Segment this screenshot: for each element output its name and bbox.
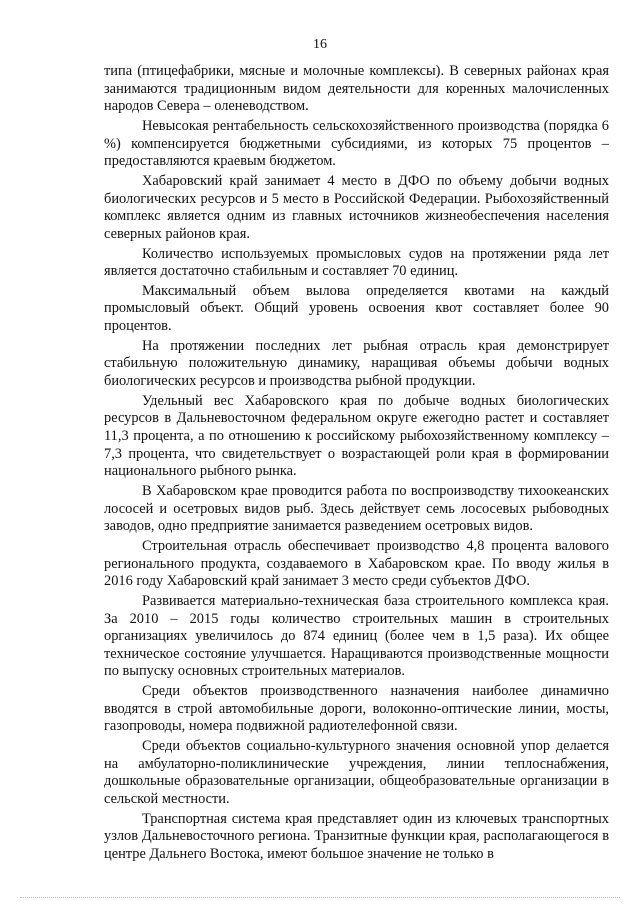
paragraph: Среди объектов производственного назначения наиболее динамично вводятся в строй автомобильные дороги, волоконно-оптические линии, мосты, газопроводы, номера подвижной радиотелефонной связи. bbox=[104, 683, 609, 735]
paragraph: Строительная отрасль обеспечивает производство 4,8 процента валового регионального продукта, создаваемого в Хабаровском крае. По вводу жилья в 2016 году Хабаровский край занимает 3 место среди субъектов ДФО. bbox=[104, 537, 609, 590]
paragraph: Невысокая рентабельность сельскохозяйственного производства (порядка 6 %) компенсируется бюджетными субсидиями, из которых 75 процентов – предоставляются краевым бюджетом. bbox=[104, 117, 609, 170]
paragraph: На протяжении последних лет рыбная отрасль края демонстрирует стабильную положительную динамику, наращивая объемы добычи водных биологических ресурсов и производства рыбной продукции. bbox=[104, 337, 609, 390]
paragraph: Количество используемых промысловых судов на протяжении ряда лет является достаточно стабильным и составляет 70 единиц. bbox=[104, 245, 609, 280]
body-text bbox=[104, 63, 609, 866]
page-number: 16 bbox=[313, 37, 327, 52]
paragraph-continuation: типа (птицефабрики, мясные и молочные комплексы). В северных районах края занимаются традиционным видом деятельности для коренных малочисленных народов Севера – оленеводством. bbox=[104, 63, 609, 115]
paragraph: Максимальный объем вылова определяется квотами на каждый промысловый объект. Общий уровень освоения квот составляет более 90 процентов. bbox=[104, 282, 609, 335]
paragraph: Удельный вес Хабаровского края по добыче водных биологических ресурсов в Дальневосточном федеральном округе ежегодно растет и составляет 11,3 процента, а по отношению к российскому рыбохозяйственному комплексу – 7,3 процента, что свидетельствует о возрастающей роли края в формировании национального рыбного рынка. bbox=[104, 392, 609, 480]
paragraph: Развивается материально-техническая база строительного комплекса края. За 2010 – 2015 годы количество строительных машин в строительных организациях увеличилось до 874 единиц (более чем в 1,5 раза). Их общее техническое состояние улучшается. Наращиваются производственные мощности по выпуску основных строительных материалов. bbox=[104, 592, 609, 680]
paragraph: Среди объектов социально-культурного значения основной упор делается на амбулаторно-поликлинические учреждения, линии теплоснабжения, дошкольные образовательные организации, общеобразовательные организации в сельской местности. bbox=[104, 738, 609, 807]
paragraph: В Хабаровском крае проводится работа по воспроизводству тихоокеанских лососей и осетровых видов рыб. Здесь действует семь лососевых рыбоводных заводов, одно предприятие занимается разведением осетровых видов. bbox=[104, 482, 609, 535]
paragraph: Транспортная система края представляет один из ключевых транспортных узлов Дальневосточного региона. Транзитные функции края, располагающегося в центре Дальнего Востока, имеют большое значение не только в bbox=[104, 810, 609, 862]
paragraph: Хабаровский край занимает 4 место в ДФО по объему добычи водных биологических ресурсов и 5 место в Российской Федерации. Рыбохозяйственный комплекс является одним из главных источников жизнеобеспечения населения северных районов края. bbox=[104, 172, 609, 242]
scan-edge-artifact bbox=[20, 897, 620, 898]
